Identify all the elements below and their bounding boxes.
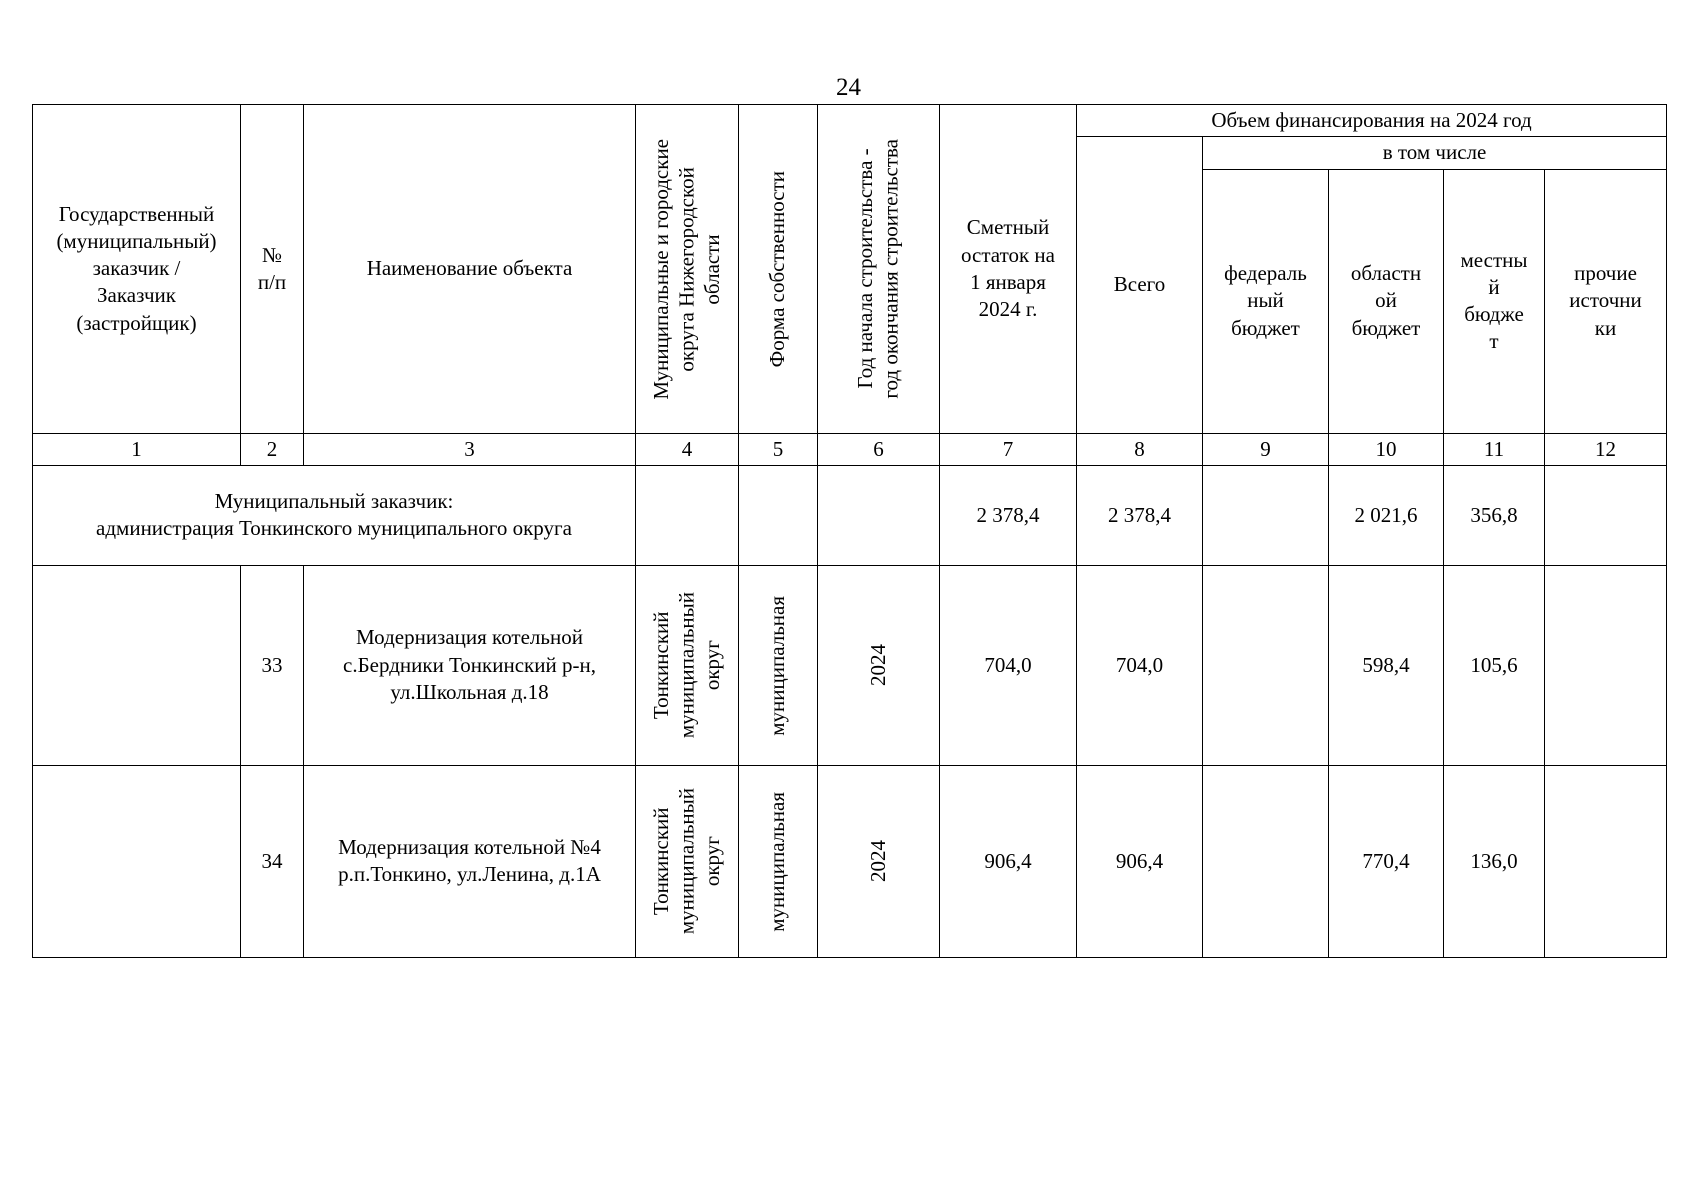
- header-local: местны й бюдже т: [1444, 169, 1545, 433]
- customer-name: Муниципальный заказчик: администрация Тонкинского муниципального округа: [33, 465, 636, 565]
- row-total: 906,4: [1077, 765, 1203, 957]
- row-municipality: Тонкинский муниципальный округ: [636, 565, 739, 765]
- column-number: 11: [1444, 433, 1545, 465]
- header-other: прочие источни ки: [1545, 169, 1667, 433]
- header-federal: федераль ный бюджет: [1203, 169, 1329, 433]
- row-years: 2024: [818, 565, 940, 765]
- customer-other: [1545, 465, 1667, 565]
- row-local: 136,0: [1444, 765, 1545, 957]
- cell-empty: [636, 465, 739, 565]
- cell-empty: [33, 765, 241, 957]
- row-years: 2024: [818, 765, 940, 957]
- cell-empty: [33, 565, 241, 765]
- row-object-name: Модернизация котельной с.Бердники Тонкинский р-н, ул.Школьная д.18: [304, 565, 636, 765]
- row-ownership: муниципальная: [739, 565, 818, 765]
- row-total: 704,0: [1077, 565, 1203, 765]
- row-number: 33: [241, 565, 304, 765]
- column-number: 10: [1329, 433, 1444, 465]
- row-regional: 770,4: [1329, 765, 1444, 957]
- header-object-name: Наименование объекта: [304, 105, 636, 434]
- column-number: 3: [304, 433, 636, 465]
- header-financing-group: Объем финансирования на 2024 год: [1077, 105, 1667, 137]
- table-row: [33, 565, 1667, 765]
- column-number-row: [33, 433, 1667, 465]
- header-total: Всего: [1077, 137, 1203, 433]
- cell-empty: [739, 465, 818, 565]
- column-number: 4: [636, 433, 739, 465]
- column-number: 9: [1203, 433, 1329, 465]
- row-number: 34: [241, 765, 304, 957]
- row-ownership: муниципальная: [739, 765, 818, 957]
- header-number: № п/п: [241, 105, 304, 434]
- page-number: 24: [836, 74, 861, 101]
- cell-empty: [818, 465, 940, 565]
- row-other: [1545, 765, 1667, 957]
- customer-local: 356,8: [1444, 465, 1545, 565]
- header-row: [33, 105, 1667, 137]
- header-customer: Государственный (муниципальный) заказчик / Заказчик (застройщик): [33, 105, 241, 434]
- customer-regional: 2 021,6: [1329, 465, 1444, 565]
- row-other: [1545, 565, 1667, 765]
- row-local: 105,6: [1444, 565, 1545, 765]
- customer-federal: [1203, 465, 1329, 565]
- header-regional: областн ой бюджет: [1329, 169, 1444, 433]
- column-number: 8: [1077, 433, 1203, 465]
- header-including: в том числе: [1203, 137, 1667, 169]
- header-municipality: Муниципальные и городские округа Нижегородской области: [636, 105, 739, 434]
- column-number: 7: [940, 433, 1077, 465]
- column-number: 2: [241, 433, 304, 465]
- customer-row: [33, 465, 1667, 565]
- customer-total: 2 378,4: [1077, 465, 1203, 565]
- column-number: 6: [818, 433, 940, 465]
- table-row: [33, 765, 1667, 957]
- customer-estimate: 2 378,4: [940, 465, 1077, 565]
- column-number: 12: [1545, 433, 1667, 465]
- header-ownership: Форма собственности: [739, 105, 818, 434]
- column-number: 5: [739, 433, 818, 465]
- header-years: Год начала строительства - год окончания строительства: [818, 105, 940, 434]
- row-federal: [1203, 565, 1329, 765]
- header-estimate: Сметный остаток на 1 января 2024 г.: [940, 105, 1077, 434]
- column-number: 1: [33, 433, 241, 465]
- row-regional: 598,4: [1329, 565, 1444, 765]
- row-estimate: 906,4: [940, 765, 1077, 957]
- row-object-name: Модернизация котельной №4 р.п.Тонкино, ул.Ленина, д.1А: [304, 765, 636, 957]
- row-federal: [1203, 765, 1329, 957]
- row-municipality: Тонкинский муниципальный округ: [636, 765, 739, 957]
- financing-table: [32, 104, 1667, 958]
- row-estimate: 704,0: [940, 565, 1077, 765]
